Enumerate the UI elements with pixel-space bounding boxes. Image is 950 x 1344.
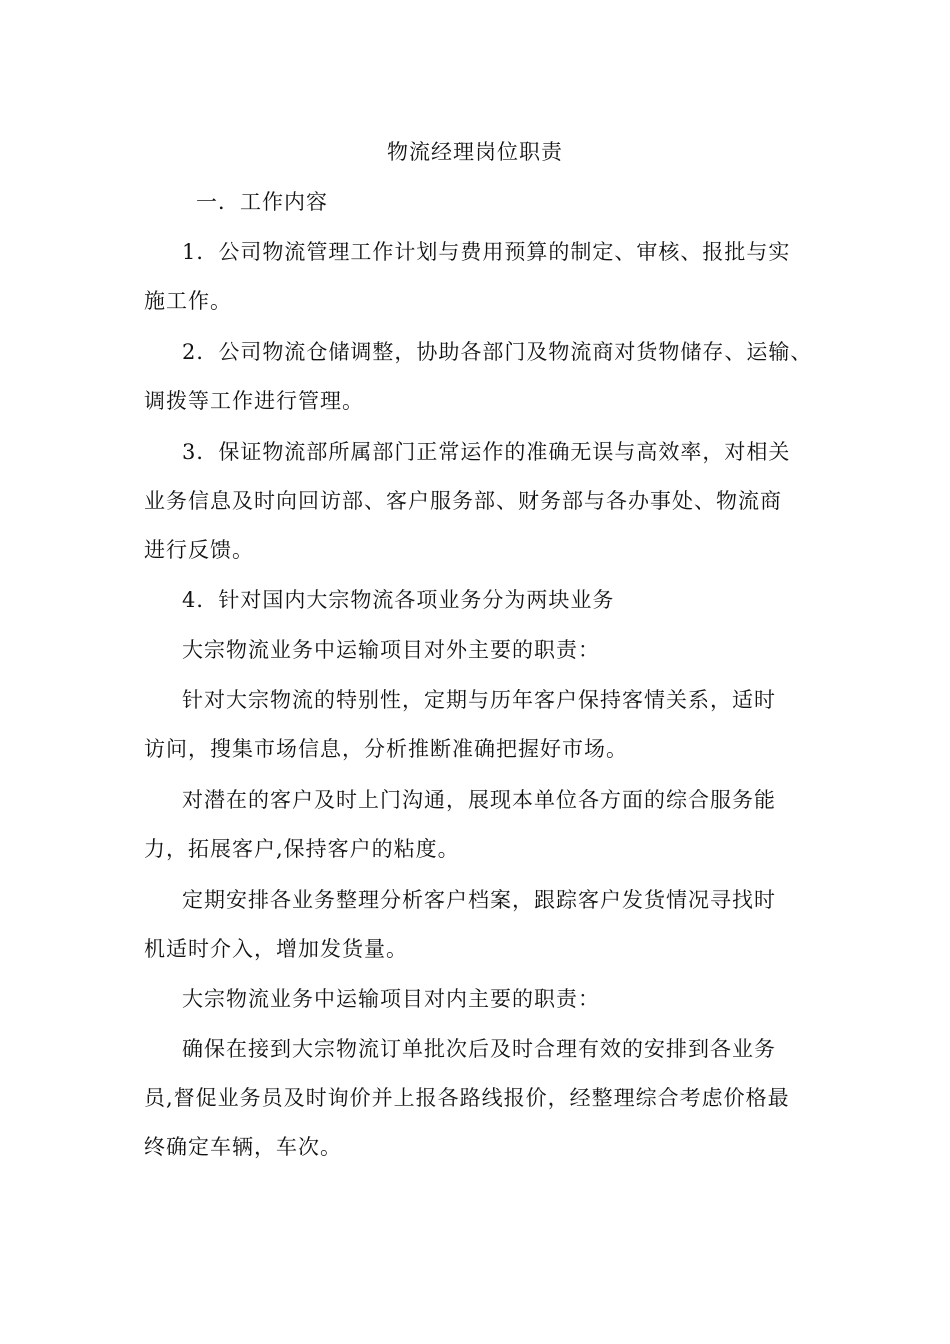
internal-heading: 大宗物流业务中运输项目对内主要的职责： [182,987,600,1011]
item-4-line-1: 4．针对国内大宗物流各项业务分为两块业务 [182,588,615,612]
internal-1-line-1: 确保在接到大宗物流订单批次后及时合理有效的安排到各业务 [182,1037,776,1061]
item-2-line-1: 2．公司物流仓储调整，协助各部门及物流商对货物储存、运输、 [182,340,813,364]
item-1-line-2: 施工作。 [144,289,232,313]
internal-1-line-3: 终确定车辆，车次。 [144,1135,342,1159]
external-1-line-1: 针对大宗物流的特别性，定期与历年客户保持客情关系，适时 [182,688,776,712]
external-heading: 大宗物流业务中运输项目对外主要的职责： [182,638,600,662]
item-3-line-2: 业务信息及时向回访部、客户服务部、财务部与各办事处、物流商 [144,489,782,513]
item-1-line-1: 1．公司物流管理工作计划与费用预算的制定、审核、报批与实 [182,240,791,264]
item-3-line-3: 进行反馈。 [144,538,254,562]
internal-1-line-2: 员,督促业务员及时询价并上报各路线报价，经整理综合考虑价格最 [144,1086,790,1110]
external-1-line-2: 访问，搜集市场信息，分析推断准确把握好市场。 [144,737,628,761]
external-3-line-2: 机适时介入，增加发货量。 [144,937,408,961]
item-2-line-2: 调拨等工作进行管理。 [144,389,364,413]
external-2-line-2: 力，拓展客户,保持客户的粘度。 [144,837,460,861]
item-3-line-1: 3．保证物流部所属部门正常运作的准确无误与高效率，对相关 [182,440,791,464]
external-3-line-1: 定期安排各业务整理分析客户档案，跟踪客户发货情况寻找时 [182,888,776,912]
external-2-line-1: 对潜在的客户及时上门沟通，展现本单位各方面的综合服务能 [182,788,776,812]
section-heading: 一．工作内容 [196,190,328,214]
document-title: 物流经理岗位职责 [387,140,563,164]
